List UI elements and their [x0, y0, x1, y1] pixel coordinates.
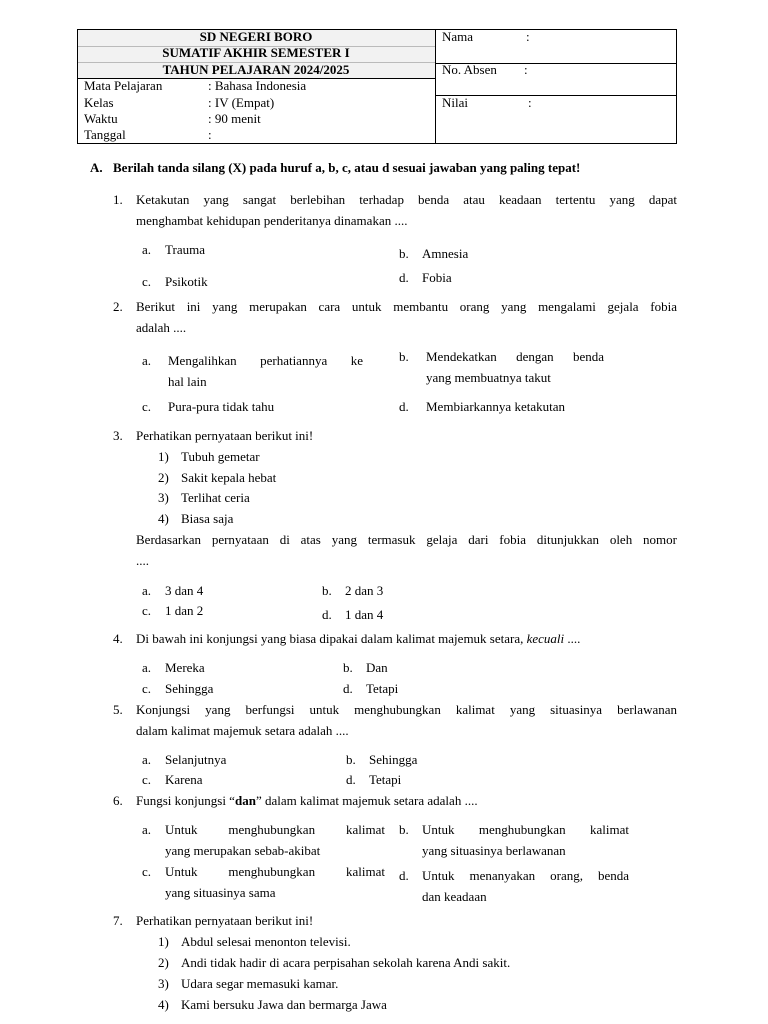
field-label: Waktu — [84, 111, 118, 126]
option-letter: b. — [399, 246, 409, 261]
option-d: Tetapi — [366, 681, 399, 696]
option-b: yang membuatnya takut — [426, 370, 551, 385]
field-value: : 90 menit — [208, 111, 261, 126]
field-value: : IV (Empat) — [208, 95, 275, 110]
option-letter: a. — [142, 583, 152, 598]
field-value: : Bahasa Indonesia — [208, 78, 307, 93]
option-b: Dan — [366, 660, 388, 675]
section-instruction: Berilah tanda silang (X) pada huruf a, b, c, atau d sesuai jawaban yang paling tepat! — [113, 160, 581, 175]
option-b: Untuk menghubungkan kalimat — [422, 822, 629, 837]
question-text: Konjungsi yang berfungsi untuk menghubungkan kalimat yang situasinya berlawanan — [136, 702, 677, 717]
list-number: 3) — [158, 976, 169, 991]
option-letter: d. — [399, 868, 409, 883]
option-letter: a. — [142, 822, 152, 837]
question-text: Perhatikan pernyataan berikut ini! — [136, 428, 314, 443]
list-item: Kami bersuku Jawa dan bermarga Jawa — [181, 997, 387, 1012]
question-number: 1. — [113, 192, 123, 207]
absen-colon: : — [524, 62, 528, 77]
option-letter: d. — [343, 681, 353, 696]
option-letter: d. — [346, 772, 356, 787]
question-number: 5. — [113, 702, 123, 717]
option-a: Untuk menghubungkan kalimat — [165, 822, 385, 837]
option-letter: c. — [142, 864, 152, 879]
option-a: 3 dan 4 — [165, 583, 204, 598]
option-d: Fobia — [422, 270, 452, 285]
absen-label: No. Absen — [442, 62, 497, 77]
column-divider — [435, 30, 436, 144]
option-c: Untuk menghubungkan kalimat — [165, 864, 385, 879]
section-letter: A. — [90, 160, 103, 175]
list-number: 1) — [158, 449, 169, 464]
question-text: dalam kalimat majemuk setara adalah .... — [136, 723, 349, 738]
academic-year: TAHUN PELAJARAN 2024/2025 — [162, 62, 350, 77]
option-b: Sehingga — [369, 752, 418, 767]
list-item: Abdul selesai menonton televisi. — [181, 934, 351, 949]
option-b: Amnesia — [422, 246, 469, 261]
option-d: Tetapi — [369, 772, 402, 787]
list-number: 2) — [158, 955, 169, 970]
question-number: 2. — [113, 299, 123, 314]
question-number: 3. — [113, 428, 123, 443]
list-number: 3) — [158, 490, 169, 505]
exam-title: SUMATIF AKHIR SEMESTER I — [162, 45, 350, 60]
option-d: dan keadaan — [422, 889, 487, 904]
question-number: 7. — [113, 913, 123, 928]
question-text: menghambat kehidupan penderitanya dinamakan .... — [136, 213, 408, 228]
option-letter: b. — [399, 349, 409, 364]
option-b: Mendekatkan dengan benda — [426, 349, 604, 364]
option-a: Trauma — [165, 242, 205, 257]
option-c: yang situasinya sama — [165, 885, 276, 900]
question-text: adalah .... — [136, 320, 187, 335]
option-letter: d. — [399, 399, 409, 414]
option-a: Selanjutnya — [165, 752, 227, 767]
option-letter: a. — [142, 752, 152, 767]
question-text: Perhatikan pernyataan berikut ini! — [136, 913, 314, 928]
nilai-colon: : — [528, 95, 532, 110]
option-b: 2 dan 3 — [345, 583, 384, 598]
option-c: Psikotik — [165, 274, 208, 289]
question-text-italic: kecuali — [526, 631, 565, 646]
list-item: Tubuh gemetar — [181, 449, 260, 464]
question-text: Berikut ini yang merupakan cara untuk membantu orang yang mengalami gejala fobia — [136, 299, 677, 314]
list-item: Sakit kepala hebat — [181, 470, 277, 485]
question-text-post: ” dalam kalimat majemuk setara adalah .... — [255, 793, 478, 808]
option-letter: c. — [142, 399, 152, 414]
option-b: yang situasinya berlawanan — [422, 843, 566, 858]
list-item: Udara segar memasuki kamar. — [181, 976, 339, 991]
question-text-bold: dan — [234, 793, 256, 808]
option-a: yang merupakan sebab-akibat — [165, 843, 321, 858]
row-divider — [435, 95, 677, 96]
question-text: Ketakutan yang sangat berlebihan terhadap benda atau keadaan tertentu yang dapat — [136, 192, 677, 207]
question-number: 6. — [113, 793, 123, 808]
option-letter: a. — [142, 660, 152, 675]
option-d: 1 dan 4 — [345, 607, 384, 622]
option-letter: d. — [399, 270, 409, 285]
option-letter: b. — [322, 583, 332, 598]
option-c: Sehingga — [165, 681, 214, 696]
list-number: 4) — [158, 511, 169, 526]
nama-colon: : — [526, 29, 530, 44]
question-text: .... — [136, 553, 149, 568]
question-text-pre: Fungsi konjungsi “ — [136, 793, 235, 808]
option-letter: a. — [142, 353, 152, 368]
option-a: Mengalihkan perhatiannya ke — [168, 353, 363, 368]
option-d: Membiarkannya ketakutan — [426, 399, 565, 414]
list-item: Terlihat ceria — [181, 490, 250, 505]
field-label: Tanggal — [84, 127, 126, 142]
option-c: Pura-pura tidak tahu — [168, 399, 275, 414]
option-letter: c. — [142, 603, 152, 618]
option-letter: c. — [142, 274, 152, 289]
question-text-tail: .... — [567, 631, 581, 646]
option-a: Mereka — [165, 660, 205, 675]
list-number: 1) — [158, 934, 169, 949]
question-text — [136, 793, 478, 809]
field-label: Mata Pelajaran — [84, 78, 163, 93]
option-letter: c. — [142, 681, 152, 696]
option-letter: c. — [142, 772, 152, 787]
option-letter: d. — [322, 607, 332, 622]
field-label: Kelas — [84, 95, 114, 110]
list-item: Andi tidak hadir di acara perpisahan sekolah karena Andi sakit. — [181, 955, 511, 970]
option-letter: a. — [142, 242, 152, 257]
option-c: 1 dan 2 — [165, 603, 204, 618]
list-number: 2) — [158, 470, 169, 485]
nilai-label: Nilai — [442, 95, 468, 110]
option-letter: b. — [346, 752, 356, 767]
nama-label: Nama — [442, 29, 474, 44]
option-c: Karena — [165, 772, 203, 787]
list-item: Biasa saja — [181, 511, 234, 526]
school-name: SD NEGERI BORO — [199, 29, 313, 44]
list-number: 4) — [158, 997, 169, 1012]
option-letter: b. — [399, 822, 409, 837]
question-text-main: Di bawah ini konjungsi yang biasa dipakai dalam kalimat majemuk setara, — [136, 631, 524, 646]
question-text — [136, 631, 580, 647]
option-d: Untuk menanyakan orang, benda — [422, 868, 629, 883]
option-a: hal lain — [168, 374, 207, 389]
option-letter: b. — [343, 660, 353, 675]
field-value: : — [208, 127, 212, 142]
question-number: 4. — [113, 631, 123, 646]
question-text: Berdasarkan pernyataan di atas yang termasuk gelaja dari fobia ditunjukkan oleh nomor — [136, 532, 677, 547]
